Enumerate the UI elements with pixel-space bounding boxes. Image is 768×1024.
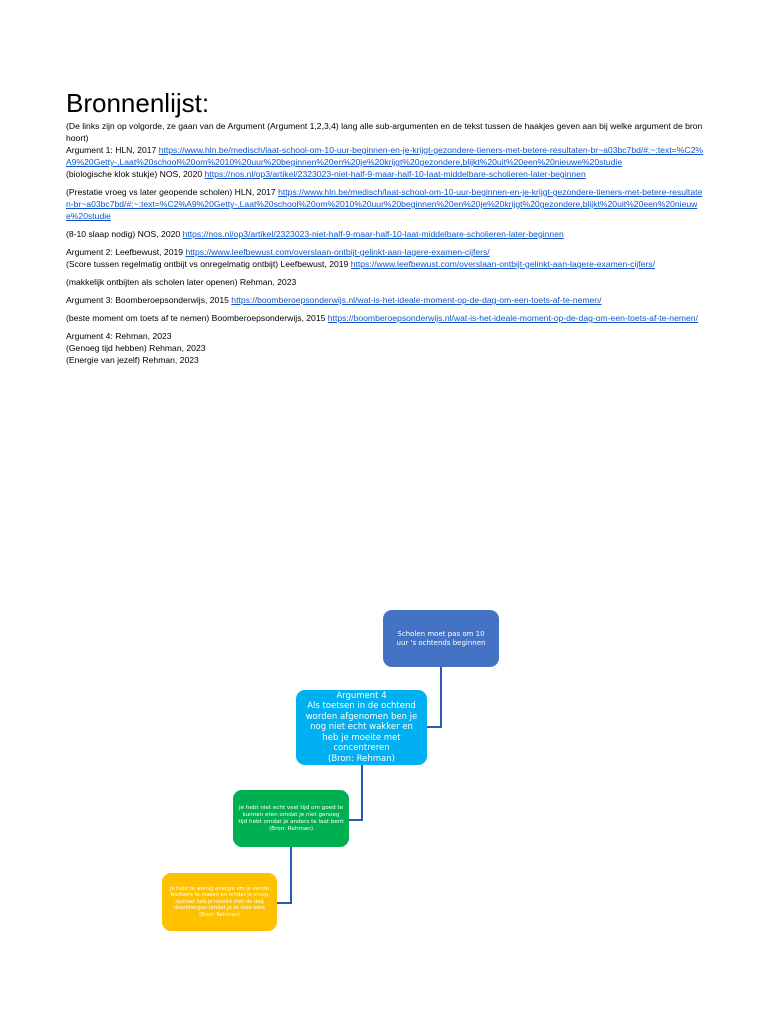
entry-label: Argument 2: Leefbewust, 2019 [66,247,186,257]
sub-argument-1-text: Je hebt niet echt veel tijd om goed te kunnen eten omdat je niet genoeg tijd hebt omdat je anders te laat bent (Bron: Rehman) [238,804,344,832]
source-link[interactable]: https://www.hln.be/medisch/laat-school-om-10-uur-beginnen-en-je-krijgt-gezondere-tieners-met-betere-resultaten-br~a03bc7bd/#:~:text=%C2%A9%20Getty-,Laat%20school%20om%2010%20uur%20beginnen%20en%20je%20krijgt%20gezondere,blijkt%20uit%20een%20nieuwe%20studie [66,145,703,167]
entry-label: (Score tussen regelmatig ontbijt vs onregelmatig ontbijt) Leefbewust, 2019 [66,259,351,269]
entry-label: (beste moment om toets af te nemen) Boomberoepsonderwijs, 2015 [66,313,328,323]
source-link[interactable]: https://nos.nl/op3/artikel/2323023-niet-half-9-maar-half-10-laat-middelbare-scholieren-later-beginnen [204,169,586,179]
root-node-text: Scholen moet pas om 10 uur 's ochtends beginnen [396,629,486,647]
connector-line [361,765,363,820]
source-entry [66,168,706,180]
source-entry [66,294,706,306]
source-entry: (makkelijk ontbijten als scholen later openen) Rehman, 2023 [66,277,297,287]
intro-text: (De links zijn op volgorde, ze gaan van de Argument (Argument 1,2,3,4) lang alle sub-argumenten en de tekst tussen de haakjes geven aan bij welke argument de bron hoort) [66,121,703,143]
connector-line [440,667,442,727]
entry-label: Argument 1: HLN, 2017 [66,145,159,155]
source-link[interactable]: https://boomberoepsonderwijs.nl/wat-is-het-ideale-moment-op-de-dag-om-een-toets-af-te-nemen/ [327,313,698,323]
diagram-root-node [383,610,499,667]
source-entry: Argument 4: Rehman, 2023 [66,331,172,341]
page-title: Bronnenlijst: [66,88,210,118]
source-entry [66,186,706,222]
source-link[interactable]: https://boomberoepsonderwijs.nl/wat-is-het-ideale-moment-op-de-dag-om-een-toets-af-te-nemen/ [231,295,602,305]
source-link[interactable]: https://nos.nl/op3/artikel/2323023-niet-half-9-maar-half-10-laat-middelbare-scholieren-later-beginnen [182,229,564,239]
connector-line [290,847,292,903]
entry-label: (Prestatie vroeg vs later geopende scholen) HLN, 2017 [66,187,279,197]
sub-argument-2-text: Je hebt te weinig energie om je eerste les/toets te maken en omdat je vroeg opstaat heb je moeite met de dag doorbrengen omdat je te moe bent (Bron: Rehman) [169,885,270,918]
diagram-sub-argument-2-node [162,873,277,931]
source-entry [66,144,706,168]
connector-line [427,726,442,728]
diagram-argument-4-node [296,690,427,765]
source-entry [66,258,706,270]
source-entry [66,246,706,258]
source-entry [66,312,706,324]
source-link[interactable]: https://www.leefbewust.com/overslaan-ontbijt-gelinkt-aan-lagere-examen-cijfers/ [350,259,655,269]
entry-label: (biologische klok stukje) NOS, 2020 [66,169,205,179]
entry-label: Argument 3: Boomberoepsonderwijs, 2015 [66,295,232,305]
document [66,88,706,366]
argument-4-text: Argument 4 Als toetsen in de ochtend worden afgenomen ben je nog niet echt wakker en heb je moeite met concentreren (Bron: Rehman) [305,690,418,764]
source-link[interactable]: https://www.leefbewust.com/overslaan-ontbijt-gelinkt-aan-lagere-examen-cijfers/ [185,247,490,257]
source-link[interactable]: https://www.hln.be/medisch/laat-school-om-10-uur-beginnen-en-je-krijgt-gezondere-tieners-met-betere-resultaten-br~a03bc7bd/#:~:text=%C2%A9%20Getty-,Laat%20school%20om%2010%20uur%20beginnen%20en%20je%20krijgt%20gezondere,blijkt%20uit%20een%20nieuwe%20studie [66,187,703,221]
source-entry [66,228,706,240]
entry-label: (8-10 slaap nodig) NOS, 2020 [66,229,183,239]
connector-line [349,819,363,821]
diagram-sub-argument-1-node [233,790,349,847]
connector-line [277,902,292,904]
source-entry: (Genoeg tijd hebben) Rehman, 2023 [66,343,206,353]
source-entry: (Energie van jezelf) Rehman, 2023 [66,355,199,365]
